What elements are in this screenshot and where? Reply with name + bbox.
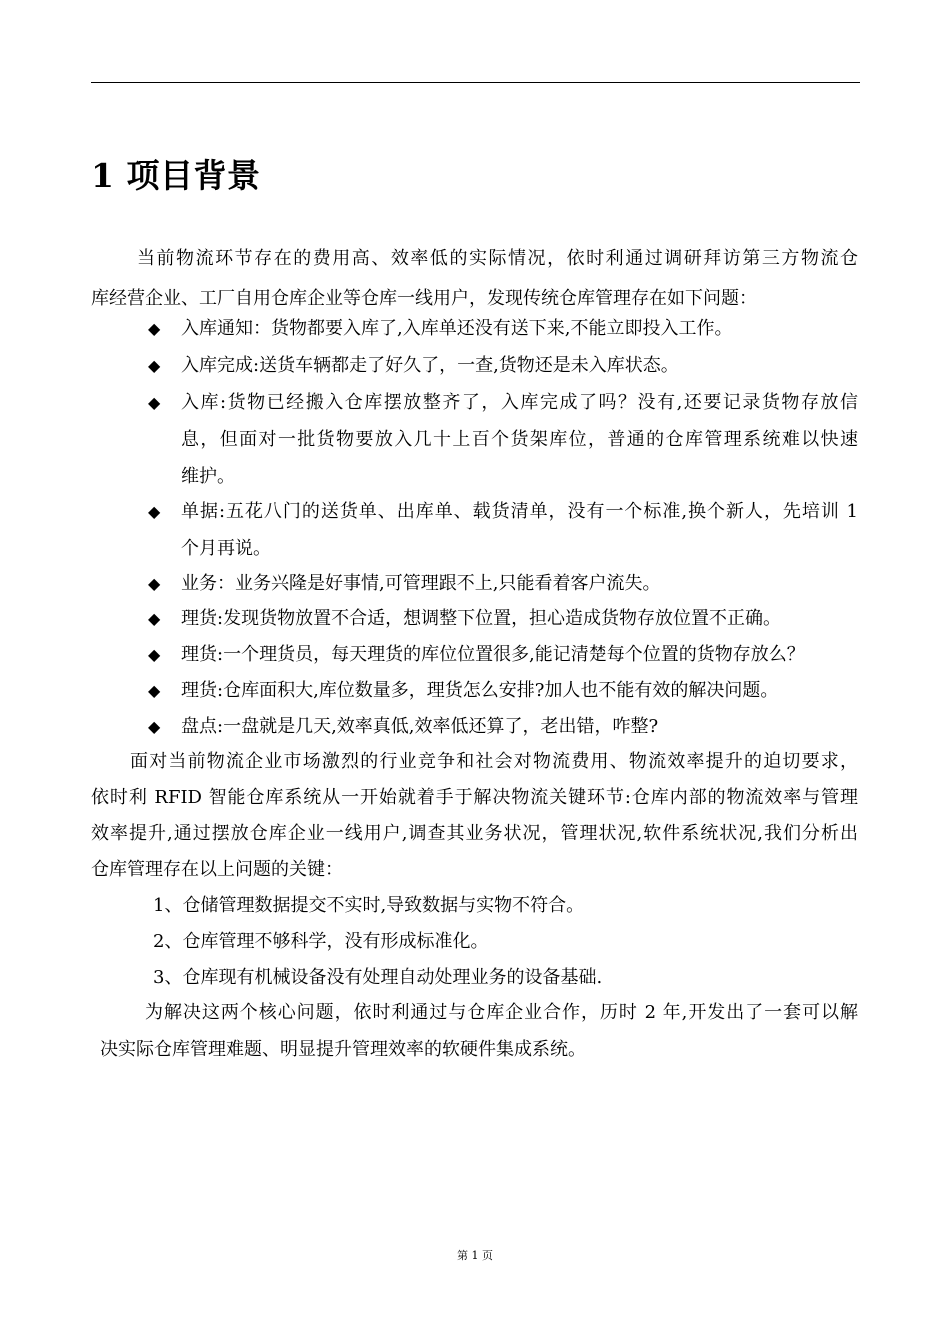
bullet-item-1: 入库通知：货物都要入库了,入库单还没有送下来,不能立即投入工作。 (181, 318, 733, 339)
bullet-diamond-icon: ◆ (148, 393, 161, 412)
bullet-item-3-line-3: 维护。 (181, 466, 235, 487)
bullet-diamond-icon: ◆ (148, 681, 161, 700)
bullet-diamond-icon: ◆ (148, 609, 161, 628)
section-heading: 1 项目背景 (91, 156, 261, 195)
bullet-item-4-line-2: 个月再说。 (181, 538, 271, 559)
bullet-diamond-icon: ◆ (148, 574, 161, 593)
numbered-item-1: 1、仓储管理数据提交不实时,导致数据与实物不符合。 (153, 895, 585, 916)
bullet-item-8: 理货:仓库面积大,库位数量多，理货怎么安排?加人也不能有效的解决问题。 (181, 680, 779, 701)
bullet-item-3-line-2: 息，但面对一批货物要放入几十上百个货架库位，普通的仓库管理系统难以快速 (181, 429, 858, 450)
para2-line-4: 仓库管理存在以上问题的关键： (91, 859, 343, 880)
para2-line-1: 面对当前物流企业市场激烈的行业竞争和社会对物流费用、物流效率提升的迫切要求， (130, 751, 858, 772)
bullet-item-3-line-1: 入库:货物已经搬入仓库摆放整齐了，入库完成了吗？没有,还要记录货物存放信 (181, 392, 858, 413)
header-rule (91, 82, 860, 83)
bullet-diamond-icon: ◆ (148, 645, 161, 664)
bullet-diamond-icon: ◆ (148, 356, 161, 375)
bullet-diamond-icon: ◆ (148, 319, 161, 338)
bullet-item-2: 入库完成:送货车辆都走了好久了，一查,货物还是未入库状态。 (181, 355, 679, 376)
intro-line-2: 库经营企业、工厂自用仓库企业等仓库一线用户，发现传统仓库管理存在如下问题： (91, 288, 757, 309)
conclusion-line-2: 决实际仓库管理难题、明显提升管理效率的软硬件集成系统。 (100, 1039, 586, 1060)
bullet-diamond-icon: ◆ (148, 717, 161, 736)
numbered-item-3: 3、仓库现有机械设备没有处理自动处理业务的设备基础. (153, 967, 603, 988)
bullet-item-6: 理货:发现货物放置不合适，想调整下位置，担心造成货物存放位置不正确。 (181, 608, 782, 629)
bullet-item-9: 盘点:一盘就是几天,效率真低,效率低还算了，老出错，咋整? (181, 716, 659, 737)
para2-line-2: 依时利 RFID 智能仓库系统从一开始就着手于解决物流关键环节:仓库内部的物流效率与管理 (91, 787, 858, 808)
para2-line-3: 效率提升,通过摆放仓库企业一线用户,调查其业务状况，管理状况,软件系统状况,我们分析出 (91, 823, 858, 844)
bullet-item-4-line-1: 单据:五花八门的送货单、出库单、载货清单，没有一个标准,换个新人，先培训 1 (181, 501, 858, 522)
numbered-item-2: 2、仓库管理不够科学，没有形成标准化。 (153, 931, 489, 952)
bullet-item-5: 业务：业务兴隆是好事情,可管理跟不上,只能看着客户流失。 (181, 573, 661, 594)
page-number: 第 1 页 (457, 1249, 493, 1262)
conclusion-line-1: 为解决这两个核心问题，依时利通过与仓库企业合作，历时 2 年,开发出了一套可以解 (145, 1002, 858, 1023)
bullet-item-7: 理货:一个理货员，每天理货的库位位置很多,能记清楚每个位置的货物存放么？ (181, 644, 805, 665)
intro-line-1: 当前物流环节存在的费用高、效率低的实际情况，依时利通过调研拜访第三方物流仓 (137, 248, 858, 269)
bullet-diamond-icon: ◆ (148, 502, 161, 521)
